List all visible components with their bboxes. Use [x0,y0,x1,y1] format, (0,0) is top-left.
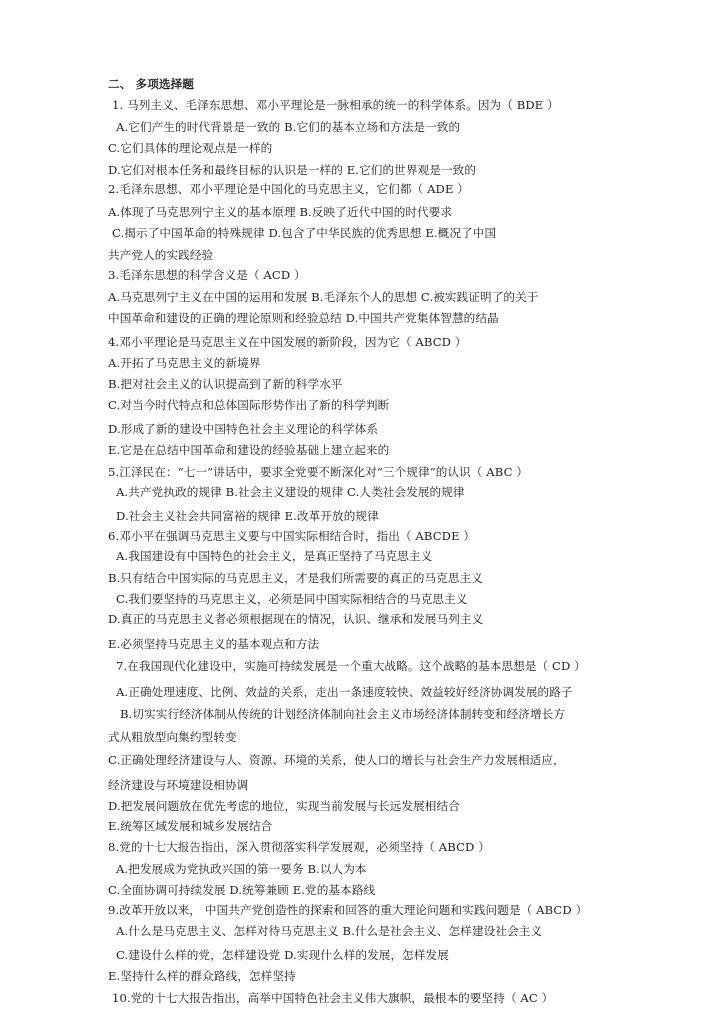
option-line: A.它们产生的时代背景是一致的 B.它们的基本立场和方法是一致的 [116,120,461,134]
option-line: E.它是在总结中国革命和建设的经验基础上建立起来的 [108,443,390,457]
question-9: 9.改革开放以来， 中国共产党创造性的探索和回答的重大理论问题和实践问题是（ ABCD ） [108,903,588,917]
option-line: 式从粗放型向集约型转变 [108,730,237,744]
option-line: E.坚持什么样的群众路线，怎样坚持 [108,969,296,983]
option-line: 中国革命和建设的正确的理论原则和经验总结 D.中国共产党集体智慧的结晶 [108,311,499,325]
option-line: 经济建设与环境建设相协调 [108,778,249,792]
option-line: A.共产党执政的规律 B.社会主义建设的规律 C.人类社会发展的规律 [116,485,465,499]
question-5: 5.江泽民在：“七一”讲话中，要求全党要不断深化对“三个规律”的认识（ ABC ） [108,465,529,479]
section-title: 二、 多项选择题 [108,77,194,91]
option-line: E.必须坚持马克思主义的基本观点和方法 [108,637,320,651]
option-line: A.马克思列宁主义在中国的运用和发展 B.毛泽东个人的思想 C.被实践证明了的关于 [108,290,539,304]
option-line: D.它们对根本任务和最终目标的认识是一样的 E.它们的世界观是一致的 [108,163,477,177]
option-line: D.真正的马克思主义者必须根据现在的情况，认识、继承和发展马列主义 [108,612,484,626]
option-line: A.把发展成为党执政兴国的第一要务 B.以人为本 [116,862,367,876]
option-line: E.统筹区域发展和城乡发展结合 [108,819,273,833]
option-line: D.把发展问题放在优先考虑的地位，实现当前发展与长远发展相结合 [108,799,460,813]
option-line: 共产党人的实践经验 [108,248,214,262]
question-4: 4.邓小平理论是马克思主义在中国发展的新阶段，因为它（ ABCD ） [108,335,467,349]
option-line: C.正确处理经济建设与人、资源、环境的关系，使人口的增长与社会生产力发展相适应， [108,753,565,767]
question-6: 6.邓小平在强调马克思主义要与中国实际相结合时，指出（ ABCDE ） [108,529,476,543]
option-line: C.建设什么样的党，怎样建设党 D.实现什么样的发展，怎样发展 [116,948,449,962]
option-line: A.什么是马克思主义、怎样对待马克思主义 B.什么是社会主义、怎样建设社会主义 [116,924,543,938]
question-1: 1. 马列主义、毛泽东思想、邓小平理论是一脉相承的统一的科学体系。因为（ BDE ） [112,98,559,112]
question-2: 2.毛泽东思想、邓小平理论是中国化的马克思主义，它们都（ ADE ） [108,182,469,196]
option-line: D.社会主义社会共同富裕的规律 E.改革开放的规律 [116,509,379,523]
question-7: 7.在我国现代化建设中，实施可持续发展是一个重大战略。这个战略的基本思想是（ CD ） [116,659,586,673]
question-8: 8.党的十七大报告指出，深入贯彻落实科学发展观，必须坚持（ ABCD ） [108,840,490,854]
option-line: B.把对社会主义的认识提高到了新的科学水平 [108,377,343,391]
option-line: C.我们要坚持的马克思主义，必须是同中国实际相结合的马克思主义 [116,592,468,606]
option-line: A.体现了马克思列宁主义的基本原理 B.反映了近代中国的时代要求 [108,205,453,219]
option-line: A.正确处理速度、比例、效益的关系，走出一条速度较快、效益较好经济协调发展的路子 [116,685,573,699]
option-line: A.我国建设有中国特色的社会主义，是真正坚持了马克思主义 [116,549,433,563]
option-line: D.形成了新的建设中国特色社会主义理论的科学体系 [108,422,379,436]
option-line: A.开拓了马克思主义的新境界 [108,356,261,370]
option-line: C.它们具体的理论观点是一样的 [108,141,273,155]
option-line: C.揭示了中国革命的特殊规律 D.包含了中华民族的优秀思想 E.概况了中国 [112,226,497,240]
option-line: C.对当今时代特点和总体国际形势作出了新的科学判断 [108,398,390,412]
option-line: B.只有结合中国实际的马克思主义，才是我们所需要的真正的马克思主义 [108,571,483,585]
option-line: B.切实实行经济体制从传统的计划经济体制向社会主义市场经济体制转变和经济增长方 [120,707,566,721]
question-3: 3.毛泽东思想的科学含义是（ ACD ） [108,268,306,282]
option-line: C.全面协调可持续发展 D.统筹兼顾 E.党的基本路线 [108,883,376,897]
question-10: 10.党的十七大报告指出，高举中国特色社会主义伟大旗帜，最根本的要坚持（ AC ） [112,991,554,1005]
